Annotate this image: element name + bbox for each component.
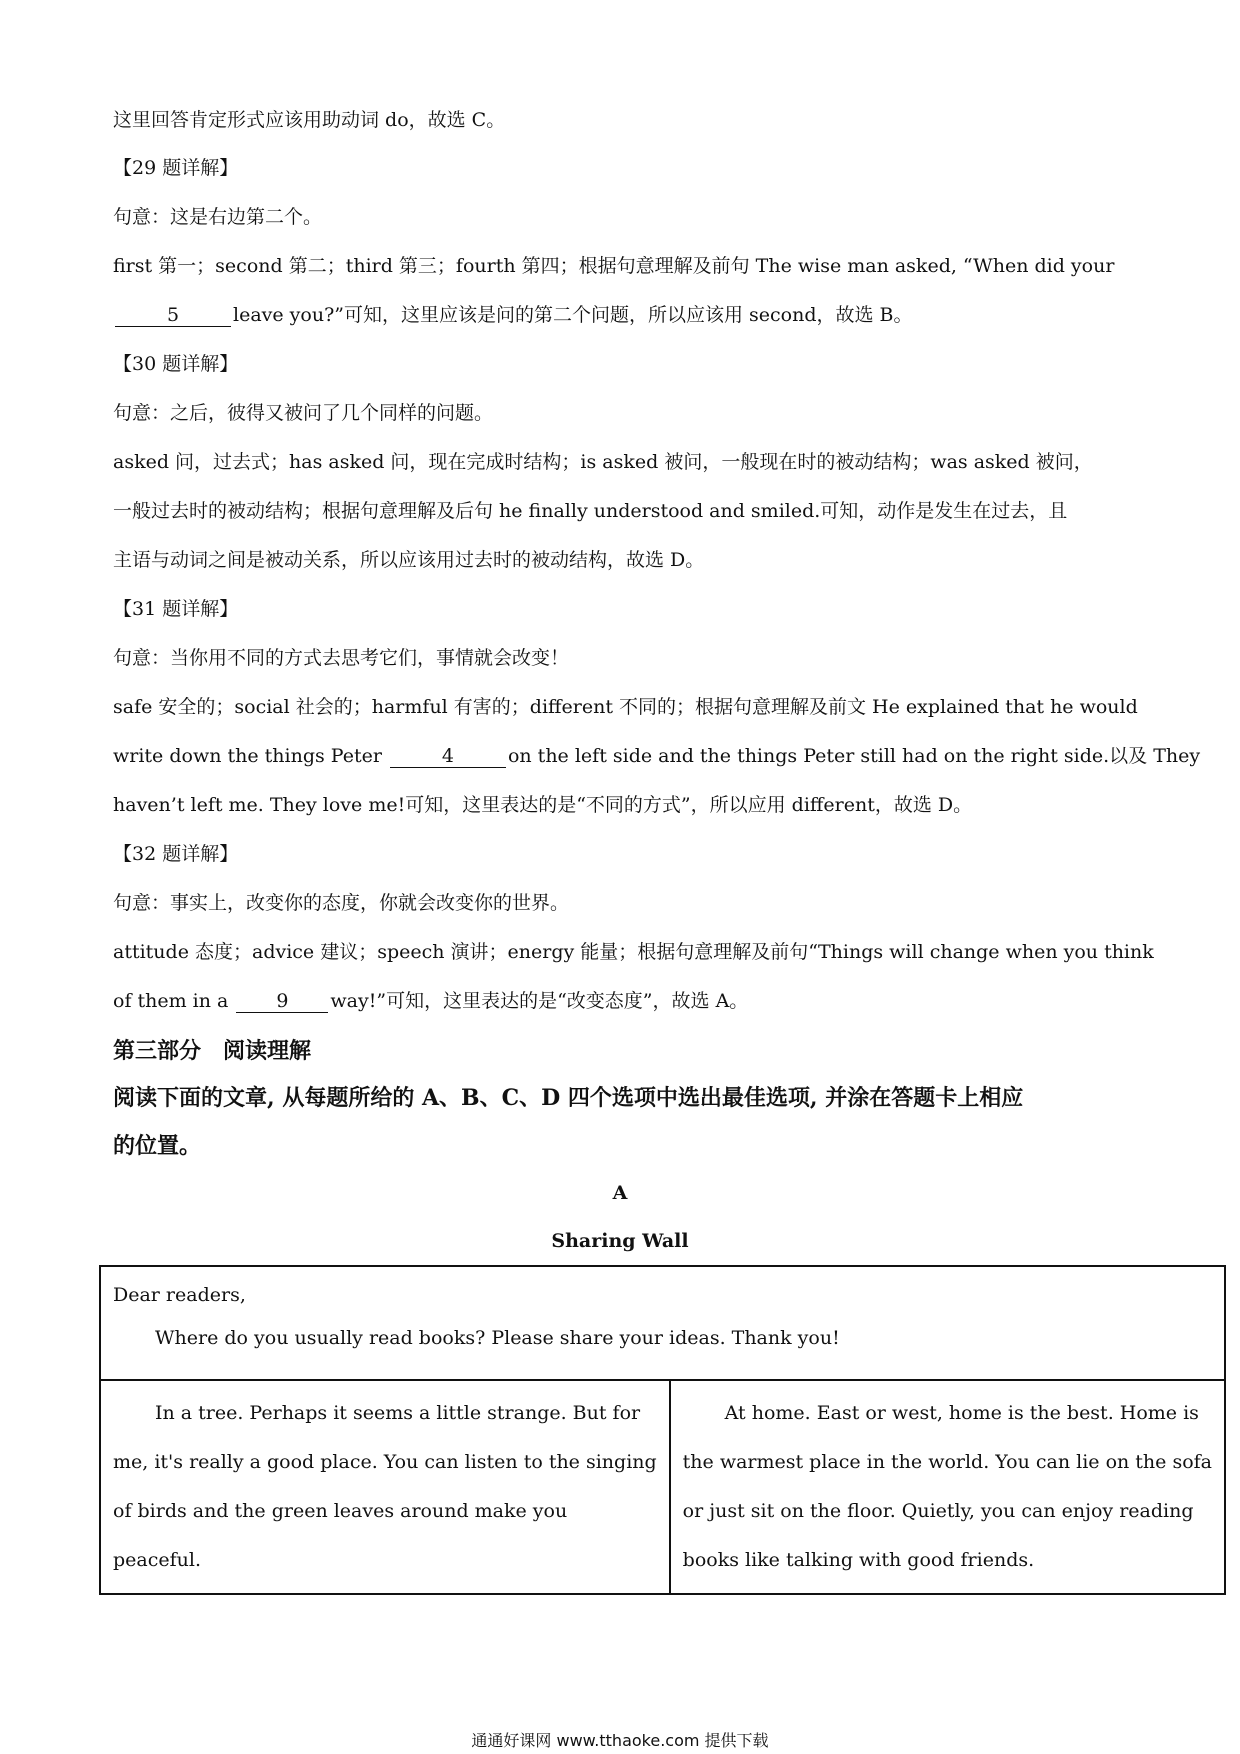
question-32-heading: 【32 题详解】 <box>113 843 239 865</box>
question-31-explanation-3: haven’t left me. They love me!可知，这里表达的是“不同的方式”，所以应用 different，故选 D。 <box>113 794 973 816</box>
question-29-continuation <box>113 303 913 327</box>
question-31-heading: 【31 题详解】 <box>113 598 239 620</box>
question-32-explanation-1: attitude 态度；advice 建议；speech 演讲；energy 能量；根据句意理解及前句“Things will change when you think <box>113 941 1154 963</box>
question-30-explanation-2: 一般过去时的被动结构；根据句意理解及后句 he finally understood and smiled.可知，动作是发生在过去，且 <box>113 500 1068 522</box>
question-31-text-b: on the left side and the things Peter still had on the right side.以及 They <box>507 745 1201 767</box>
question-29-meaning: 句意：这是右边第二个。 <box>113 206 323 228</box>
question-32-text-b: way!”可知，这里表达的是“改变态度”，故选 A。 <box>330 990 749 1012</box>
question-prompt: Where do you usually read books? Please share your ideas. Thank you! <box>155 1327 840 1349</box>
instruction-line-2: 的位置。 <box>113 1133 202 1159</box>
left-answer-cell <box>100 1380 670 1594</box>
question-29-heading: 【29 题详解】 <box>113 157 239 179</box>
blank-number: 9 <box>236 990 328 1013</box>
left-answer-line: of birds and the green leaves around make you <box>113 1500 568 1522</box>
question-29-options: first 第一；second 第二；third 第三；fourth 第四；根据句意理解及前句 The wise man asked, “When did your <box>113 255 1115 277</box>
greeting: Dear readers, <box>113 1284 246 1306</box>
right-answer-line: books like talking with good friends. <box>682 1549 1035 1571</box>
table-row <box>100 1380 1225 1594</box>
passage-label: A <box>612 1182 628 1204</box>
instruction-line-1: 阅读下面的文章, 从每题所给的 A、B、C、D 四个选项中选出最佳选项, 并涂在答题卡上相应 <box>113 1085 1024 1111</box>
blank-number: 4 <box>390 745 506 768</box>
left-answer-line: In a tree. Perhaps it seems a little strange. But for <box>155 1402 641 1424</box>
table-header-cell <box>100 1266 1225 1380</box>
question-32-explanation-2 <box>113 989 748 1013</box>
question-29-tail: leave you?”可知，这里应该是问的第二个问题，所以应该用 second，故选 B。 <box>233 304 913 326</box>
question-31-meaning: 句意：当你用不同的方式去思考它们，事情就会改变！ <box>113 647 570 669</box>
question-31-text-a: write down the things Peter <box>113 745 382 767</box>
section-title: 第三部分 阅读理解 <box>113 1038 312 1064</box>
left-answer-line: peaceful. <box>113 1549 202 1571</box>
right-answer-line: the warmest place in the world. You can lie on the sofa <box>682 1451 1212 1473</box>
question-30-explanation-3: 主语与动词之间是被动关系，所以应该用过去时的被动结构，故选 D。 <box>113 549 705 571</box>
question-30-meaning: 句意：之后，彼得又被问了几个同样的问题。 <box>113 402 494 424</box>
right-answer-line: At home. East or west, home is the best. Home is <box>724 1402 1199 1424</box>
left-answer-line: me, it's really a good place. You can listen to the singing <box>113 1451 657 1473</box>
footer-watermark: 通通好课网 www.tthaoke.com 提供下载 <box>471 1731 769 1750</box>
right-answer-cell <box>670 1380 1225 1594</box>
answer-line: 这里回答肯定形式应该用助动词 do，故选 C。 <box>113 109 506 131</box>
right-answer-line: or just sit on the floor. Quietly, you can enjoy reading <box>682 1500 1194 1522</box>
sharing-wall-table <box>99 1265 1226 1595</box>
question-32-meaning: 句意：事实上，改变你的态度，你就会改变你的世界。 <box>113 892 570 914</box>
question-31-explanation-2 <box>113 744 1200 768</box>
question-30-heading: 【30 题详解】 <box>113 353 239 375</box>
blank-number: 5 <box>115 304 231 327</box>
question-32-text-a: of them in a <box>113 990 229 1012</box>
question-31-explanation-1: safe 安全的；social 社会的；harmful 有害的；different 不同的；根据句意理解及前文 He explained that he would <box>113 696 1138 718</box>
question-30-explanation-1: asked 问，过去式；has asked 问，现在完成时结构；is asked 被问，一般现在时的被动结构；was asked 被问， <box>113 451 1093 473</box>
table-header-row <box>100 1266 1225 1380</box>
passage-title: Sharing Wall <box>551 1230 689 1252</box>
